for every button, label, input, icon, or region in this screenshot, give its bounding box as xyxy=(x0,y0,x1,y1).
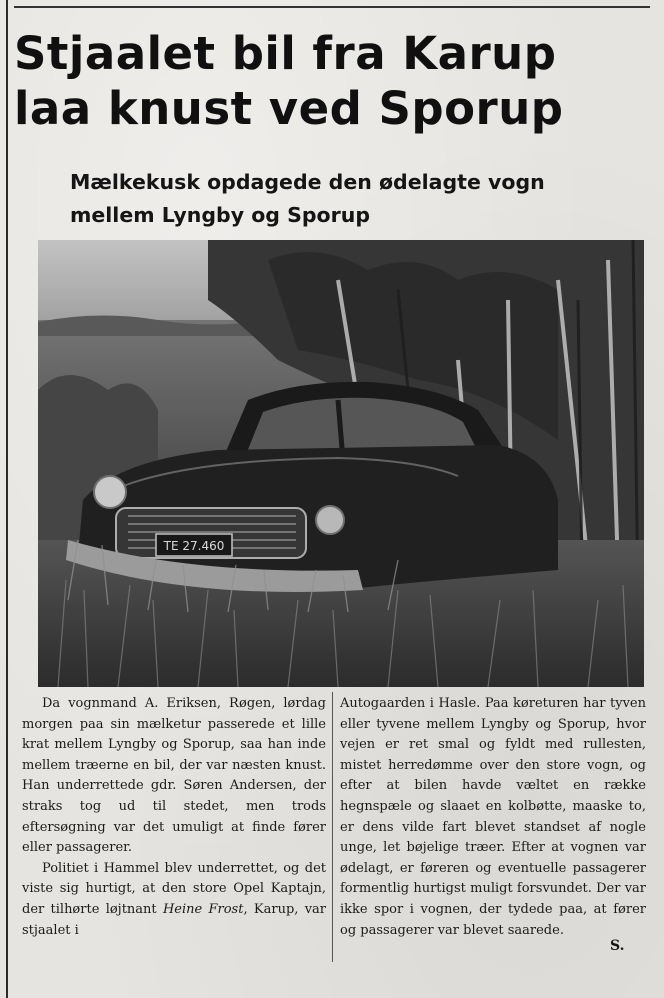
subheadline-line-1: Mælkekusk opdagede den ødelagte vogn xyxy=(70,170,545,194)
subheadline xyxy=(70,166,650,232)
paragraph-2-text: Politiet i Hammel blev underrettet, og det viste sig hurtigt, at den store Opel Kaptajn, der tilhørte løjtnant xyxy=(22,860,326,917)
headline xyxy=(14,26,654,136)
license-plate-text: TE 27.460 xyxy=(163,539,225,553)
paragraph-1: Da vognmand A. Eriksen, Røgen, lørdag morgen paa sin mælketur passerede et lille krat mellem Lyngby og Sporup, saa han inde mellem træerne en bil, der var næsten knust. Han underrettede gdr. Søren Andersen, der straks tog ud til stedet, men trods eftersøgning var det umuligt at finde fører eller passagerer. xyxy=(22,696,326,856)
paragraph-2 xyxy=(22,859,326,941)
wrecked-car-photo xyxy=(38,240,644,687)
paragraph-3: Autogaarden i Hasle. Paa køreturen har tyven eller tyvene mellem Lyngby og Sporup, hvor vejen er ret smal og fyldt med rullesten, mistet herredømme over den store vogn, og efter at bilen havde væltet en række hegnspæle og slaaet en kolbøtte, maaske to, er dens vilde fart blevet standset af nogle unge, let bøjelige træer. Efter at vognen var ødelagt, er føreren og eventuelle passagerer formentlig hurtigst muligt forsvundet. Der var ikke spor i vognen, der tydede paa, at fører og passagerer var blevet saarede. xyxy=(340,696,646,938)
headline-line-2: laa knust ved Sporup xyxy=(14,82,564,135)
author-signature: S. xyxy=(610,938,625,954)
column-rule-left xyxy=(6,0,8,998)
paragraph-2-end: , Karup, var stjaalet i xyxy=(22,901,327,938)
subheadline-line-2: mellem Lyngby og Sporup xyxy=(70,203,370,227)
article-column-right xyxy=(340,694,646,941)
headline-line-1: Stjaalet bil fra Karup xyxy=(14,27,557,80)
officer-name: Heine Frost xyxy=(162,901,244,917)
column-divider xyxy=(332,692,333,962)
article-column-left xyxy=(22,694,326,941)
top-rule xyxy=(14,6,650,8)
